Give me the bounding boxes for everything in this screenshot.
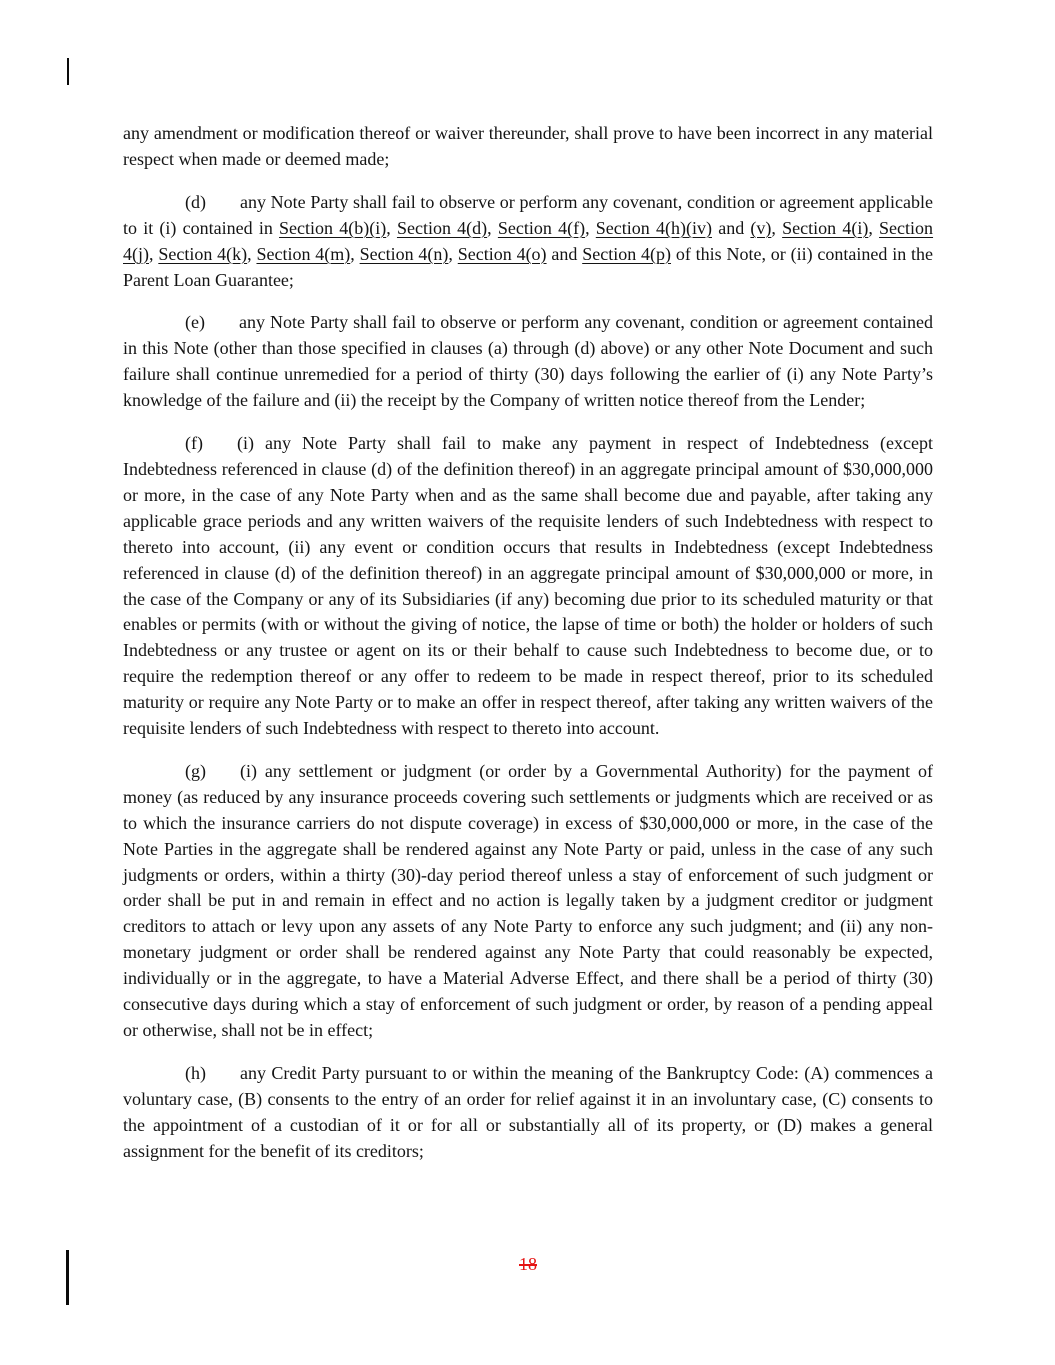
text-run: (i) any Note Party shall fail to make any payment in respect of Indebtedness (except Indebtedness referenced in clause (d) of the definition thereof) in an aggregate principal amount of $30,000,000 or more, in the case of any Note Party when and as the same shall become due and payable, after taking any applicable grace periods and any written waivers of the requisite lenders of such Indebtedness with respect to thereto into account, (ii) any event or condition occurs that results in Indebtedness (except Indebtedness referenced in clause (d) of the definition thereof) in an aggregate principal amount of $30,000,000 or more, in the case of the Company or any of its Subsidiaries (if any) becoming due prior to its scheduled maturity or that enables or permits (with or without the giving of notice, the lapse of time or both) the holder or holders of such Indebtedness or any trustee or agent on its or their behalf to cause such Indebtedness to become due, or to require the redemption thereof or any offer to redeem to be made in respect thereof, prior to its scheduled maturity or require any Note Party or to make an offer in respect thereof, after taking any written waivers of the requisite lenders of such Indebtedness with respect to thereto into account. <box>123 433 933 739</box>
section-reference: Section 4(d) <box>396 217 488 238</box>
section-reference: Section 4(p) <box>582 243 672 264</box>
section-reference: Section 4(n) <box>359 243 449 264</box>
text-run: , <box>771 217 783 238</box>
clause-label-clause-e: (e) <box>185 312 205 333</box>
text-run: any Credit Party pursuant to or within the meaning of the Bankruptcy Code: (A) commences a voluntary case, (B) consents to the entry of an order for relief against it in an involuntary case, (C) consents to the appointment of a custodian of it or for all or substantially all of its property, or (D) makes a general assignment for the benefit of its creditors; <box>123 1062 933 1161</box>
paragraph-clause-f <box>123 431 933 742</box>
section-reference: Section 4(f) <box>497 217 586 238</box>
section-reference: Section 4(o) <box>457 243 547 264</box>
text-run: , <box>350 243 360 264</box>
page-number: 18 <box>519 1254 537 1274</box>
text-run: , <box>386 217 397 238</box>
text-run: and <box>711 217 751 238</box>
text-run: , <box>585 217 596 238</box>
paragraph-continuation <box>123 121 933 173</box>
text-run: (i) any settlement or judgment (or order by a Governmental Authority) for the payment of money (as reduced by any insurance proceeds covering such settlements or judgments which are received or as to which the insurance carriers do not dispute coverage) in excess of $30,000,000 or more, in the case of the Note Parties in the aggregate shall be rendered against any Note Party or paid, unless in the case of any such judgments or orders, within a thirty (30)-day period thereof unless a stay of enforcement of such judgment or order shall be put in and remain in effect and no action is legally taken by a judgment creditor or judgment creditors to attach or levy upon any assets of any Note Party to enforce any such judgment; and (ii) any non-monetary judgment or order shall be rendered against any Note Party that could reasonably be expected, individually or in the aggregate, to have a Material Adverse Effect, and there shall be a period of thirty (30) consecutive days during which a stay of enforcement of such judgment or order, by reason of a pending appeal or otherwise, shall not be in effect; <box>123 760 933 1040</box>
text-run: , <box>868 217 880 238</box>
section-reference: (v) <box>750 217 772 238</box>
clause-label-clause-g: (g) <box>185 760 206 781</box>
document-body <box>123 121 933 1182</box>
text-run: and <box>546 243 583 264</box>
section-reference: Section 4(h)(iv) <box>595 217 712 238</box>
change-bar-top-icon <box>67 58 69 85</box>
text-run: of this Note, or (ii) contained in the Parent Loan Guarantee; <box>123 243 934 290</box>
section-reference: Section 4(k) <box>158 243 248 264</box>
text-run: any amendment or modification thereof or waiver thereunder, shall prove to have been incorrect in any material respect when made or deemed made; <box>123 123 933 169</box>
paragraph-clause-e <box>123 310 933 414</box>
section-reference: Section 4(m) <box>256 243 351 264</box>
clause-label-clause-d: (d) <box>185 191 206 212</box>
text-run: , <box>448 243 458 264</box>
change-bar-bottom-icon <box>66 1250 69 1305</box>
section-reference: Section 4(j) <box>123 217 934 264</box>
clause-label-clause-h: (h) <box>185 1062 206 1083</box>
page-footer <box>123 1252 933 1278</box>
text-run: , <box>487 217 498 238</box>
text-run: any Note Party shall fail to observe or perform any covenant, condition or agreement contained in this Note (other than those specified in clauses (a) through (d) above) or any other Note Document and such failure shall continue unremedied for a period of thirty (30) days following the earlier of (i) any Note Party’s knowledge of the failure and (ii) the receipt by the Company of written notice thereof from the Lender; <box>123 312 933 411</box>
text-run: , <box>149 243 159 264</box>
text-run: , <box>247 243 257 264</box>
paragraph-clause-g <box>123 759 933 1044</box>
paragraph-clause-d <box>123 190 933 294</box>
clause-label-clause-f: (f) <box>185 433 203 454</box>
text-run: any Note Party shall fail to observe or perform any covenant, condition or agreement applicable to it (i) contained in <box>123 191 933 238</box>
section-reference: Section 4(i) <box>782 217 869 238</box>
paragraph-clause-h <box>123 1061 933 1165</box>
section-reference: Section 4(b)(i) <box>279 217 387 238</box>
